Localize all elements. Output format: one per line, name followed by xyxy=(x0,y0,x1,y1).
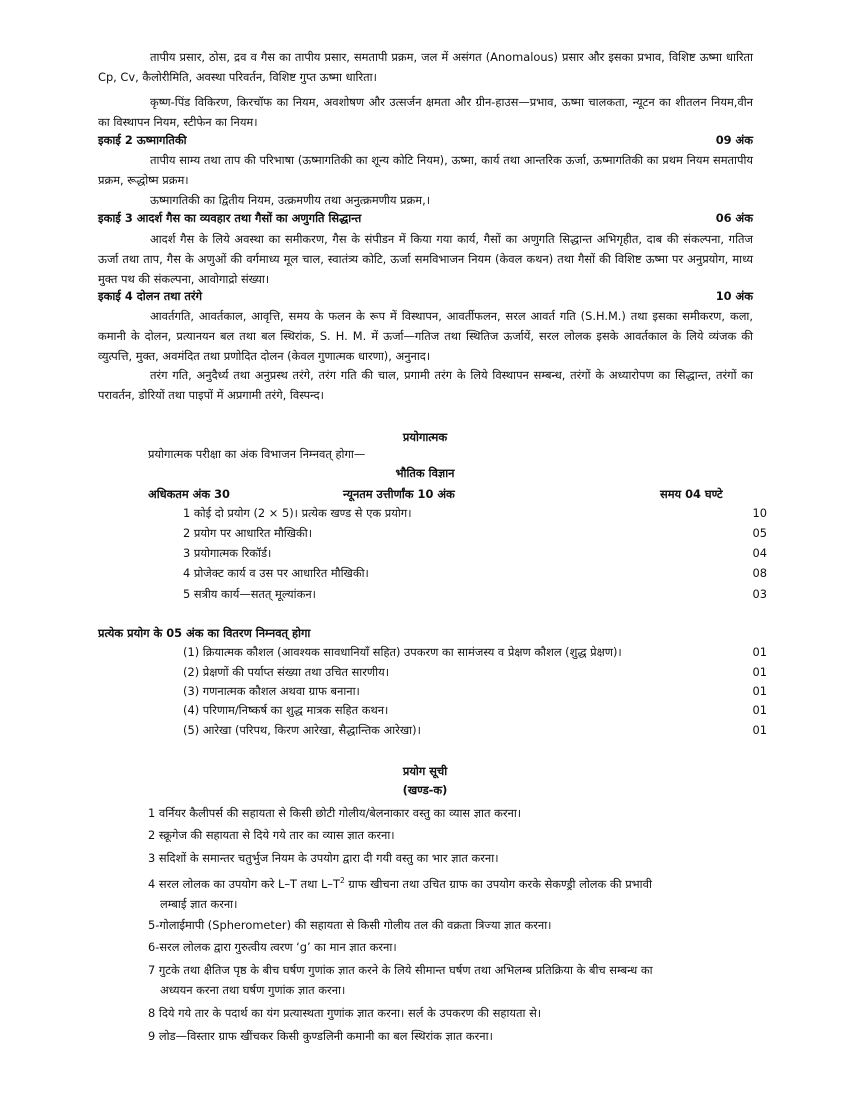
experiment-item-4-continuation: लम्बाई ज्ञात करना। xyxy=(160,896,238,911)
breakdown-marks: 08 xyxy=(752,566,767,580)
experiment-item: 6-सरल लोलक द्वारा गुरुत्वीय त्वरण ‘g’ का मान ज्ञात करना। xyxy=(148,940,397,954)
distribution-row xyxy=(183,723,767,738)
unit-4-paragraph-2: तरंग गति, अनुदैर्ध्य तथा अनुप्रस्थ तरंगे, तरंग गति की चाल, प्रगामी तरंग के लिये विस्थापन सम्बन्ध, तरंगों के अध्यारोपण का सिद्धान्त, तरंगों का परावर्तन, डोरियों तथा पाइपों में अप्रगामी तरंगे, विस्पन्द। xyxy=(98,368,753,402)
breakdown-marks: 10 xyxy=(752,506,767,520)
distribution-text: (5) आरेखा (परिपथ, किरण आरेखा, सैद्धान्तिक आरेखा)। xyxy=(183,723,421,737)
experiment-item-4-rest: ग्राफ खीचना तथा उचित ग्राफ का उपयोग करके सेकण्ड्री लोलक की प्रभावी xyxy=(344,876,652,891)
breakdown-row xyxy=(183,526,767,541)
unit-2-marks: 09 अंक xyxy=(715,133,753,147)
paragraph-thermal-expansion: तापीय प्रसार, ठोस, द्रव व गैस का तापीय प्रसार, समतापी प्रक्रम, जल में असंगत (Anomalous) प्रसार और इसका प्रभाव, विशिष्ट ऊष्मा धारिता Cp, Cv, कैलोरीमिति, अवस्था परिवर्तन, विशिष्ट गुप्त ऊष्मा धारिता। xyxy=(98,50,753,84)
experiment-item-4-text: 4 सरल लोलक का उपयोग करे L–T तथा L–T xyxy=(148,876,340,891)
unit-2-paragraph-2: ऊष्मागतिकी का द्वितीय नियम, उत्क्रमणीय तथा अनुत्क्रमणीय प्रक्रम,। xyxy=(150,193,431,207)
unit-4-heading xyxy=(98,289,753,304)
unit-4-paragraph-1: आवर्तगति, आवर्तकाल, आवृत्ति, समय के फलन के रूप में विस्थापन, आवर्तीफलन, सरल आवर्त गति (S.H.M.) तथा इसका समीकरण, कला, कमानी के दोलन, प्रत्यानयन बल तथा बल स्थिरांक, S. H. M. में ऊर्जा—गतिज तथा स्थितिज ऊर्जायें, सरल लोलक इसके आवर्तकाल के लिये व्यंजक की व्युत्पत्ति, मुक्त, अवमंदित तथा प्रणोदित दोलन (केवल गुणात्मक धारणा), अनुनाद। xyxy=(98,309,753,363)
breakdown-text: 2 प्रयोग पर आधारित मौखिकी। xyxy=(183,526,313,540)
max-marks: अधिकतम अंक 30 xyxy=(148,487,230,501)
unit-3-marks: 06 अंक xyxy=(715,211,753,225)
practical-subject: भौतिक विज्ञान xyxy=(395,466,455,480)
experiment-item: 3 सदिशों के समान्तर चतुर्भुज नियम के उपयोग द्वारा दी गयी वस्तु का भार ज्ञात करना। xyxy=(148,851,499,865)
distribution-row xyxy=(183,665,767,680)
experiment-section-title: (खण्ड-क) xyxy=(402,783,448,797)
unit-4-title: इकाई 4 दोलन तथा तरंगे xyxy=(98,289,203,303)
distribution-row xyxy=(183,684,767,699)
distribution-marks: 01 xyxy=(752,703,767,717)
unit-2-title: इकाई 2 ऊष्मागतिकी xyxy=(98,133,187,147)
experiment-item-7-text: 7 गुटके तथा क्षैतिज पृष्ठ के बीच घर्षण गुणांक ज्ञात करने के लिये सीमान्त घर्षण तथा अभिलम्ब प्रतिक्रिया के बीच सम्बन्ध का xyxy=(148,963,653,977)
breakdown-marks: 05 xyxy=(752,526,767,540)
breakdown-marks: 04 xyxy=(752,546,767,560)
experiment-list-title: प्रयोग सूची xyxy=(402,764,448,778)
min-pass-marks: न्यूनतम उत्तीर्णांक 10 अंक xyxy=(343,487,455,501)
breakdown-row xyxy=(183,506,767,521)
distribution-title: प्रत्येक प्रयोग के 05 अंक का वितरण निम्नवत् होगा xyxy=(98,626,311,640)
breakdown-row xyxy=(183,587,767,602)
distribution-text: (4) परिणाम/निष्कर्ष का शुद्ध मात्रक सहित कथन। xyxy=(183,703,389,717)
distribution-marks: 01 xyxy=(752,645,767,659)
distribution-row xyxy=(183,703,767,718)
experiment-item: 2 स्क्रूगेज की सहायता से दिये गये तार का व्यास ज्ञात करना। xyxy=(148,828,395,842)
breakdown-text: 5 सत्रीय कार्य—सतत् मूल्यांकन। xyxy=(183,587,316,601)
unit-3-paragraph-1: आदर्श गैस के लिये अवस्था का समीकरण, गैस के संपीडन में किया गया कार्य, गैसों का अणुगति सिद्धान्त अभिगृहीत, दाब की संकल्पना, गतिज ऊर्जा तथा ताप, गैस के अणुओं की वर्गमाध्य मूल चाल, स्वातंत्र्य कोटि, ऊर्जा समविभाजन नियम (केवल कथन) तथा गैसों की विशिष्ट ऊष्मा पर अनुप्रयोग, माध्य मुक्त पथ की संकल्पना, आवोगाद्रो संख्या। xyxy=(98,232,753,286)
experiment-item: 9 लोड—विस्तार ग्राफ खींचकर किसी कुण्डलिनी कमानी का बल स्थिरांक ज्ञात करना। xyxy=(148,1029,493,1043)
superscript: 2 xyxy=(339,876,345,885)
experiment-item-7-continuation: अध्ययन करना तथा घर्षण गुणांक ज्ञात करना। xyxy=(160,982,346,997)
unit-4-marks: 10 अंक xyxy=(715,289,753,303)
breakdown-text: 1 कोई दो प्रयोग (2 × 5)। प्रत्येक खण्ड से एक प्रयोग। xyxy=(183,506,412,520)
distribution-marks: 01 xyxy=(752,665,767,679)
unit-2-heading xyxy=(98,133,753,148)
unit-3-title: इकाई 3 आदर्श गैस का व्यवहार तथा गैसों का अणुगति सिद्धान्त xyxy=(98,211,362,225)
experiment-item xyxy=(148,961,753,1001)
exam-duration: समय 04 घण्टे xyxy=(660,487,723,501)
practical-intro: प्रयोगात्मक परीक्षा का अंक विभाजन निम्नवत् होगा— xyxy=(148,447,366,461)
experiment-item: 5-गोलाईमापी (Spherometer) की सहायता से किसी गोलीय तल की वक्रता त्रिज्या ज्ञात करना। xyxy=(148,918,552,932)
distribution-marks: 01 xyxy=(752,684,767,698)
unit-2-paragraph-1: तापीय साम्य तथा ताप की परिभाषा (ऊष्मागतिकी का शून्य कोटि नियम), ऊष्मा, कार्य तथा आन्तरिक ऊर्जा, ऊष्मागतिकी का प्रथम नियम समतापीय प्रक्रम, रूद्धोष्म प्रक्रम। xyxy=(98,153,753,187)
distribution-row xyxy=(183,645,767,660)
unit-3-heading xyxy=(98,211,753,226)
breakdown-text: 4 प्रोजेक्ट कार्य व उस पर आधारित मौखिकी। xyxy=(183,566,369,580)
distribution-text: (3) गणनात्मक कौशल अथवा ग्राफ बनाना। xyxy=(183,684,360,698)
breakdown-row xyxy=(183,546,767,561)
experiment-item: 8 दिये गये तार के पदार्थ का यंग प्रत्यास्थता गुणांक ज्ञात करना। सर्ल के उपकरण की सहायता से। xyxy=(148,1006,542,1020)
distribution-text: (1) क्रियात्मक कौशल (आवश्यक सावधानियाँ सहित) उपकरण का सामंजस्य व प्रेक्षण कौशल (शुद्ध प्रेक्षण)। xyxy=(183,645,622,659)
paragraph-black-body: कृष्ण-पिंड विकिरण, किरचॉफ का नियम, अवशोषण और उत्सर्जन क्षमता और ग्रीन-हाउस—प्रभाव, ऊष्मा चालकता, न्यूटन का शीतलन नियम,वीन का विस्थापन नियम, स्टीफेन का नियम। xyxy=(98,95,753,129)
distribution-text: (2) प्रेक्षणों की पर्याप्त संख्या तथा उचित सारणीय। xyxy=(183,665,390,679)
practical-title: प्रयोगात्मक xyxy=(402,430,448,444)
experiment-item xyxy=(148,871,753,914)
distribution-marks: 01 xyxy=(752,723,767,737)
breakdown-text: 3 प्रयोगात्मक रिकॉर्ड। xyxy=(183,546,272,560)
breakdown-marks: 03 xyxy=(752,587,767,601)
experiment-item: 1 वर्नियर कैलीपर्स की सहायता से किसी छोटी गोलीय/बेलनाकार वस्तु का व्यास ज्ञात करना। xyxy=(148,806,522,820)
breakdown-row xyxy=(183,566,767,581)
